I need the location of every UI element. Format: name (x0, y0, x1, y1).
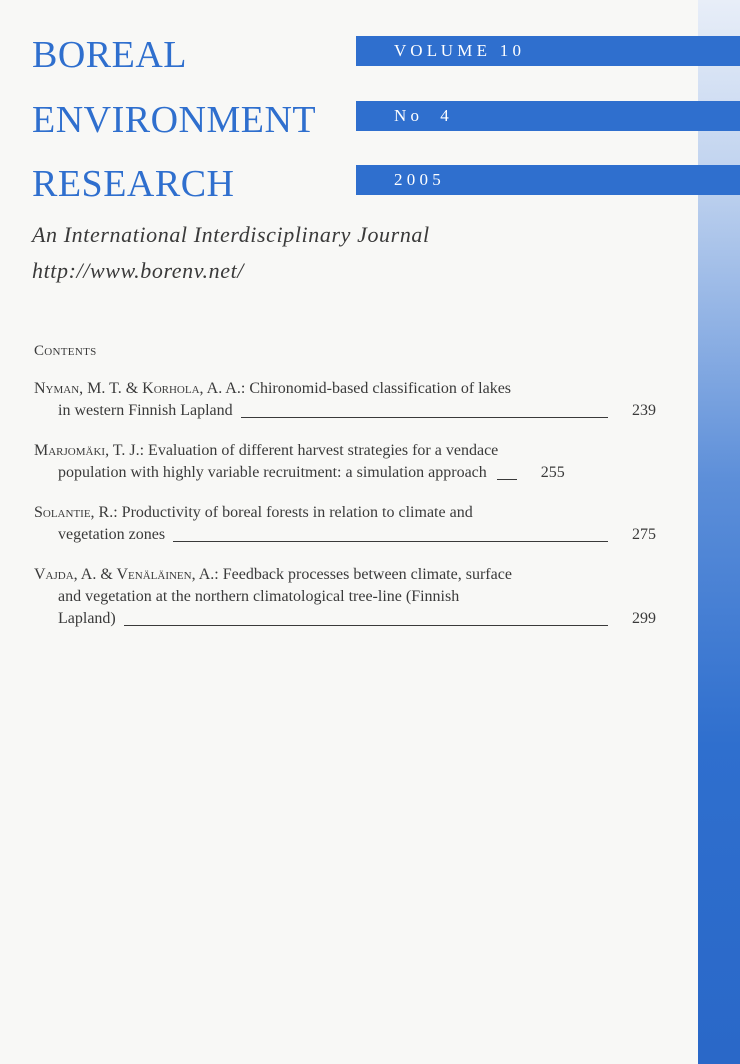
toc-entry-title-continued: in western Finnish Lapland (58, 402, 233, 419)
journal-title-line-3: RESEARCH (32, 163, 235, 205)
journal-url: http://www.borenv.net/ (32, 258, 244, 283)
toc-entry-title-continued: Lapland) (58, 610, 116, 627)
toc-entry-title: Productivity of boreal forests in relation to climate and (121, 504, 473, 521)
toc-entry-title-continued: population with highly variable recruitment: a simulation approach (58, 464, 487, 481)
toc-entry-page-number: 255 (540, 464, 565, 481)
dotted-leader-line (124, 625, 608, 626)
toc-entry[interactable] (34, 502, 656, 546)
dotted-leader-line (241, 417, 608, 418)
toc-entry-authors: Marjomäki, T. J.: (34, 442, 145, 459)
volume-label: V O L U M E 1 0 (394, 41, 522, 60)
journal-title-line-1: BOREAL (32, 34, 187, 76)
toc-entry[interactable] (34, 564, 656, 630)
dotted-leader-line (173, 541, 608, 542)
toc-entry-page-number: 275 (632, 526, 656, 543)
toc-entry-authors: Solantie, R.: (34, 504, 118, 521)
toc-entry-page-number: 239 (632, 402, 656, 419)
journal-title-line-2: ENVIRONMENT (32, 99, 317, 141)
toc-entry-authors: Nyman, M. T. & Korhola, A. A.: (34, 380, 246, 397)
toc-entry-page-number: 299 (632, 610, 656, 627)
dotted-leader-line (497, 479, 517, 480)
toc-entry[interactable] (34, 378, 656, 422)
toc-entry-title: Chironomid-based classification of lakes (249, 380, 512, 397)
decorative-side-gradient-bar (698, 0, 740, 1064)
toc-entry-authors: Vajda, A. & Venäläinen, A.: (34, 566, 219, 583)
toc-entry[interactable] (34, 440, 656, 484)
table-of-contents (34, 378, 656, 648)
volume-band (356, 36, 740, 66)
year-band (356, 165, 740, 195)
toc-entry-title: Feedback processes between climate, surface (222, 566, 512, 583)
contents-heading: Contents (34, 343, 97, 359)
toc-entry-title: Evaluation of different harvest strategies for a vendace (148, 442, 499, 459)
number-label: N o 4 (394, 106, 449, 125)
number-band (356, 101, 740, 131)
journal-subtitle: An International Interdisciplinary Journal (32, 222, 430, 247)
year-label: 2 0 0 5 (394, 170, 441, 189)
toc-entry-title-continued: and vegetation at the northern climatological tree-line (Finnish (58, 588, 460, 605)
toc-entry-title-continued: vegetation zones (58, 526, 166, 543)
